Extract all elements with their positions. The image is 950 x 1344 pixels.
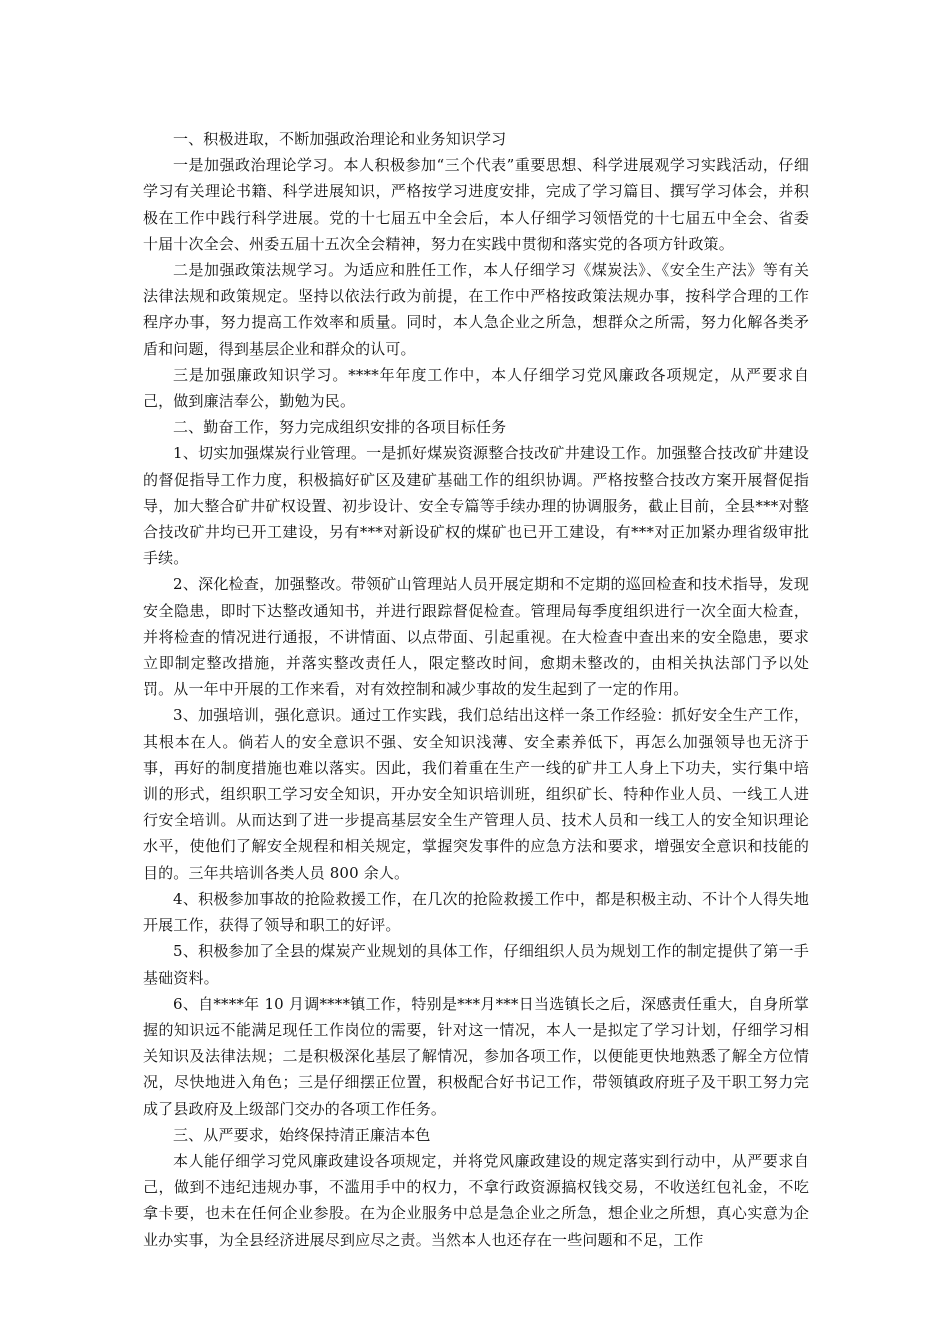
paragraph-integrity-study: 三是加强廉政知识学习。****年年度工作中，本人仔细学习党风廉政各项规定，从严要求自己，做到廉洁奉公，勤勉为民。: [143, 365, 809, 411]
paragraph-item-6: 6、自****年 10 月调****镇工作，特别是***月***日当选镇长之后，深感责任重大，自身所掌握的知识远不能满足现任工作岗位的需要，针对这一情况，本人一是拟定了学习计划，仔细学习相关知识及法律法规；二是积极深化基层了解情况，参加各项工作，以便能更快地熟悉了解全方位情况，尽快地进入角色；三是仔细摆正位置，积极配合好书记工作，带领镇政府班子及干职工努力完成了县政府及上级部门交办的各项工作任务。: [143, 994, 809, 1118]
paragraph-item-1: 1、切实加强煤炭行业管理。一是抓好煤炭资源整合技改矿井建设工作。加强整合技改矿井建设的督促指导工作力度，积极搞好矿区及建矿基础工作的组织协调。严格按整合技改方案开展督促指导，加大整合矿井矿权设置、初步设计、安全专篇等手续办理的协调服务，截止目前，全县***对整合技改矿井均已开工建设，另有***对新设矿权的煤矿也已开工建设，有***对正加紧办理省级审批手续。: [143, 444, 809, 568]
paragraph-discipline: 本人能仔细学习党风廉政建设各项规定，并将党风廉政建设的规定落实到行动中，从严要求自己，做到不违纪违规办事，不滥用手中的权力，不拿行政资源搞权钱交易，不收送红包礼金，不吃拿卡要，也未在任何企业参股。在为企业服务中总是急企业之所急，想企业之所想，真心实意为企业办实事，为全县经济进展尽到应尽之责。当然本人也还存在一些问题和不足，工作: [143, 1151, 809, 1249]
paragraph-item-3: 3、加强培训，强化意识。通过工作实践，我们总结出这样一条工作经验：抓好安全生产工作，其根本在人。倘若人的安全意识不强、安全知识浅薄、安全素养低下，再怎么加强领导也无济于事，再好的制度措施也难以落实。因此，我们着重在生产一线的矿井工人身上下功夫，实行集中培训的形式，组织职工学习安全知识，开办安全知识培训班，组织矿长、特种作业人员、一线工人进行安全培训。从而达到了进一步提高基层安全生产管理人员、技术人员和一线工人的安全知识理论水平，使他们了解安全规程和相关规定，掌握突发事件的应急方法和要求，增强安全意识和技能的目的。三年共培训各类人员 800 余人。: [143, 706, 809, 882]
section-heading-2: 二、勤奋工作，努力完成组织安排的各项目标任务: [173, 418, 507, 437]
paragraph-item-2: 2、深化检查，加强整改。带领矿山管理站人员开展定期和不定期的巡回检查和技术指导，发现安全隐患，即时下达整改通知书，并进行跟踪督促检查。管理局每季度组织进行一次全面大检查，并将检查的情况进行通报，不讲情面、以点带面、引起重视。在大检查中查出来的安全隐患，要求立即制定整改措施，并落实整改责任人，限定整改时间，愈期未整改的，由相关执法部门予以处罚。从一年中开展的工作来看，对有效控制和减少事故的发生起到了一定的作用。: [143, 575, 809, 699]
paragraph-policy-study: 二是加强政策法规学习。为适应和胜任工作，本人仔细学习《煤炭法》、《安全生产法》等有关法律法规和政策规定。坚持以依法行政为前提，在工作中严格按政策法规办事，按科学合理的工作程序办事，努力提高工作效率和质量。同时，本人急企业之所急，想群众之所需，努力化解各类矛盾和问题，得到基层企业和群众的认可。: [143, 261, 809, 358]
document-body: [143, 126, 809, 1253]
paragraph-item-4: 4、积极参加事故的抢险救援工作，在几次的抢险救援工作中，都是积极主动、不计个人得失地开展工作，获得了领导和职工的好评。: [143, 889, 809, 935]
paragraph-item-5: 5、积极参加了全县的煤炭产业规划的具体工作，仔细组织人员为规划工作的制定提供了第一手基础资料。: [143, 942, 809, 987]
section-heading-1: 一、积极进取，不断加强政治理论和业务知识学习: [173, 130, 507, 148]
section-heading-3: 三、从严要求，始终保持清正廉洁本色: [173, 1125, 431, 1144]
paragraph-political-study: 一是加强政治理论学习。本人积极参加“三个代表”重要思想、科学进展观学习实践活动，仔细学习有关理论书籍、科学进展知识，严格按学习进度安排，完成了学习篇目、撰写学习体会，并积极在工作中践行科学进展。党的十七届五中全会后，本人仔细学习领悟党的十七届五中全会、省委十届十次全会、州委五届十五次全会精神，努力在实践中贯彻和落实党的各项方针政策。: [143, 156, 809, 253]
